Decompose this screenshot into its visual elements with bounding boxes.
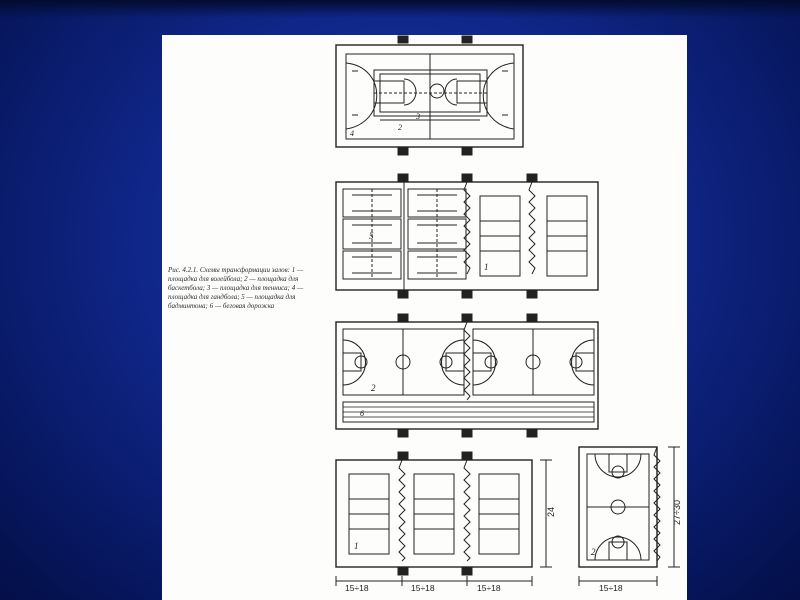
diagram-3-basketball-track [336, 314, 598, 437]
label-tennis-3: 3 [416, 112, 420, 121]
dim-width-single: 15÷18 [599, 583, 623, 593]
slide-top-band [0, 0, 800, 18]
diagram-1-handball-hall [336, 36, 523, 155]
dim-height-27-30: 27÷30 [672, 500, 682, 525]
dim-width-1: 15÷18 [345, 583, 369, 593]
label-volleyball-1: 1 [484, 262, 489, 272]
diagram-5-basketball-single [579, 447, 682, 593]
label-basketball-2: 2 [398, 123, 402, 132]
label-badminton-5: 5 [369, 231, 374, 241]
label-volleyball-1: 1 [354, 541, 359, 551]
dim-width-2: 15÷18 [411, 583, 435, 593]
diagram-2-badminton-volleyball [336, 174, 598, 298]
figure-plate [162, 35, 687, 600]
plans-drawing [162, 35, 687, 600]
figure-caption: Рис. 4.2.1. Схемы трансформации залов: 1 — площадка для волейбола; 2 — площадка для баскетбола; 3 — площадка для тенниса; 4 — площадка для гандбола; 5 — площадка для бадминтона; 6 — беговая дорожка [168, 266, 304, 310]
dim-height-24: 24 [546, 506, 556, 517]
label-track-6: 6 [360, 409, 364, 418]
diagram-4-volleyball-triple [336, 452, 556, 593]
label-basketball-2: 2 [591, 547, 596, 557]
dim-width-3: 15÷18 [477, 583, 501, 593]
label-handball-4: 4 [350, 129, 354, 138]
label-basketball-2: 2 [371, 383, 376, 393]
